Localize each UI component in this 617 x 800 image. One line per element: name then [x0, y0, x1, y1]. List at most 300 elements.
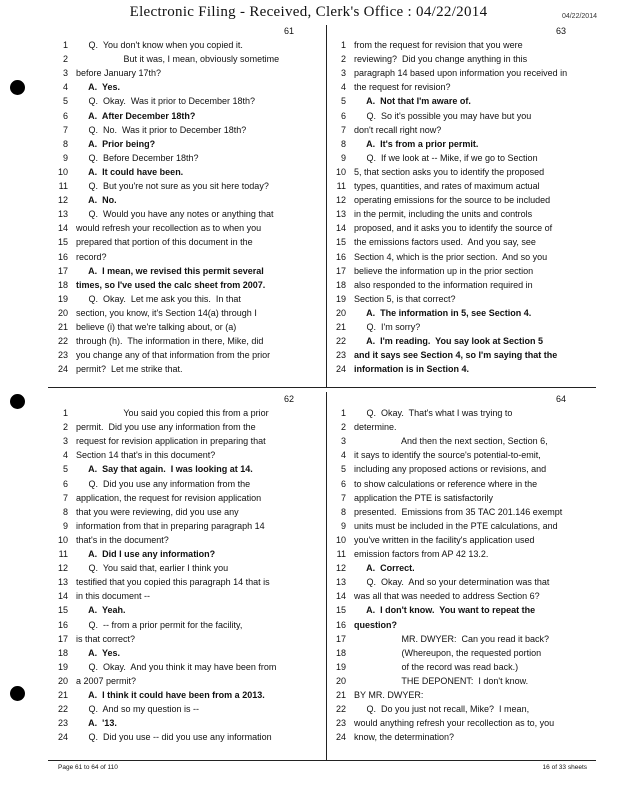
transcript-line	[330, 252, 600, 265]
line-number: 21	[335, 690, 346, 700]
transcript-line	[52, 704, 320, 717]
transcript-line	[52, 591, 320, 604]
row-divider	[48, 387, 596, 388]
line-text: Q. Would you have any notes or anything that	[76, 209, 274, 220]
line-number: 2	[62, 54, 68, 65]
transcript-line	[330, 322, 600, 335]
line-number: 14	[57, 591, 68, 602]
line-number: 19	[335, 293, 346, 304]
line-number: 8	[340, 506, 346, 517]
transcript-line	[52, 408, 320, 421]
line-text: and it says see Section 4, so I'm saying that the	[354, 350, 558, 361]
transcript-line	[330, 605, 600, 618]
transcript-line	[52, 450, 320, 463]
line-number: 23	[335, 350, 346, 361]
transcript-line	[330, 209, 600, 222]
line-number: 7	[340, 492, 346, 503]
transcript-line	[52, 68, 320, 81]
column-divider-bottom	[326, 392, 327, 760]
line-number: 1	[62, 40, 68, 50]
line-number: 23	[57, 350, 68, 361]
line-number: 1	[340, 40, 346, 50]
binder-hole-top	[10, 80, 25, 95]
transcript-line	[52, 96, 320, 109]
line-text: the emissions factors used. And you say, see	[354, 237, 536, 248]
line-number: 4	[340, 450, 346, 461]
line-number: 23	[335, 718, 346, 729]
line-text: You said you copied this from a prior	[76, 408, 269, 418]
transcript-line	[330, 732, 600, 745]
transcript-line	[52, 322, 320, 335]
transcript-line	[330, 40, 600, 53]
line-text: permit? Let me strike that.	[76, 364, 183, 375]
line-text: Section 5, is that correct?	[354, 293, 456, 304]
transcript-line	[330, 308, 600, 321]
date-stamp: 04/22/2014	[561, 13, 597, 20]
line-text: from the request for revision that you were	[354, 40, 523, 50]
line-number: 19	[57, 661, 68, 672]
line-number: 10	[335, 534, 346, 545]
line-text: before January 17th?	[76, 68, 162, 79]
transcript-line	[330, 620, 600, 633]
transcript-line	[330, 507, 600, 520]
line-text: question?	[354, 619, 397, 630]
line-number: 4	[340, 82, 346, 93]
line-text: THE DEPONENT: I don't know.	[354, 675, 529, 686]
transcript-line	[330, 364, 600, 377]
transcript-line	[52, 690, 320, 703]
transcript-line	[330, 676, 600, 689]
transcript-line	[52, 605, 320, 618]
line-text: Q. But you're not sure as you sit here today?	[76, 181, 269, 191]
transcript-line	[330, 493, 600, 506]
line-number: 6	[62, 478, 68, 489]
line-number: 19	[57, 293, 68, 304]
line-number: 12	[57, 563, 68, 574]
line-text: information is in Section 4.	[354, 364, 470, 375]
footer-sheet-count: 16 of 33 sheets	[542, 764, 587, 771]
transcript-line	[330, 479, 600, 492]
page-number: 64	[556, 394, 567, 404]
transcript-line	[52, 364, 320, 377]
transcript-line	[52, 521, 320, 534]
line-number: 2	[340, 54, 346, 65]
line-text: Section 4, which is the prior section. And so you	[354, 251, 548, 262]
line-number: 21	[335, 322, 346, 332]
line-text: Q. Do you just not recall, Mike? I mean,	[354, 704, 530, 715]
line-number: 14	[57, 223, 68, 234]
line-number: 15	[335, 605, 346, 616]
line-text: Section 14 that's in this document?	[76, 450, 216, 461]
line-text: MR. DWYER: Can you read it back?	[354, 633, 550, 644]
line-number: 9	[340, 520, 346, 531]
transcript-line	[330, 648, 600, 661]
line-text: A. Correct.	[354, 563, 415, 574]
line-text: units must be included in the PTE calculations, and	[354, 520, 558, 531]
transcript-line	[330, 450, 600, 463]
line-text: A. The information in 5, see Section 4.	[354, 307, 532, 318]
line-text: believe the information up in the prior section	[354, 265, 534, 276]
line-text: A. Prior being?	[76, 138, 156, 149]
line-text: prepared that portion of this document in the	[76, 237, 253, 248]
line-text: in the permit, including the units and controls	[354, 209, 533, 220]
line-number: 3	[340, 68, 346, 79]
line-text: A. Not that I'm aware of.	[354, 96, 471, 107]
line-text: Q. Okay. That's what I was trying to	[354, 408, 513, 418]
line-number: 21	[57, 690, 68, 700]
line-text: believe (i) that we're talking about, or (a)	[76, 322, 237, 332]
transcript-line	[52, 294, 320, 307]
line-text: it says to identify the source's potential-to-emit,	[354, 450, 541, 461]
transcript-line	[52, 40, 320, 53]
transcript-page-62	[52, 394, 320, 754]
column-divider-top	[326, 25, 327, 388]
line-text: Q. Okay. Was it prior to December 18th?	[76, 96, 256, 107]
line-text: (Whereupon, the requested portion	[354, 647, 542, 658]
line-number: 11	[336, 181, 346, 191]
transcript-line	[52, 732, 320, 745]
line-number: 15	[57, 605, 68, 616]
transcript-line	[330, 139, 600, 152]
page-number: 62	[284, 394, 295, 404]
line-number: 12	[335, 563, 346, 574]
transcript-line	[330, 195, 600, 208]
line-number: 3	[62, 436, 68, 447]
line-number: 2	[340, 422, 346, 433]
line-number: 17	[57, 265, 68, 276]
line-text: would refresh your recollection as to when you	[76, 223, 262, 234]
transcript-line	[52, 237, 320, 250]
transcript-line	[52, 153, 320, 166]
bottom-rule	[48, 760, 596, 761]
line-text: Q. Did you use -- did you use any information	[76, 732, 272, 743]
transcript-line	[330, 563, 600, 576]
line-number: 20	[57, 675, 68, 686]
transcript-page-64	[330, 394, 600, 754]
line-number: 5	[62, 464, 68, 475]
transcript-line	[52, 563, 320, 576]
transcript-line	[330, 690, 600, 703]
line-number: 1	[340, 408, 346, 418]
transcript-line	[52, 336, 320, 349]
line-number: 24	[335, 732, 346, 743]
line-text: including any proposed actions or revisions, and	[354, 464, 547, 475]
line-text: Q. So it's possible you may have but you	[354, 110, 532, 121]
line-text: Q. No. Was it prior to December 18th?	[76, 124, 247, 135]
page-number: 63	[556, 26, 567, 36]
transcript-line	[52, 422, 320, 435]
line-text: A. No.	[76, 195, 117, 206]
line-text: determine.	[354, 422, 397, 433]
transcript-line	[52, 676, 320, 689]
line-number: 17	[335, 265, 346, 276]
line-text: in this document --	[76, 591, 151, 602]
line-number: 16	[57, 619, 68, 630]
transcript-line	[330, 718, 600, 731]
line-text: was all that was needed to address Section 6?	[354, 591, 540, 602]
footer-page-range: Page 61 to 64 of 110	[58, 764, 118, 771]
line-text: And then the next section, Section 6,	[354, 436, 548, 447]
transcript-line	[52, 181, 320, 194]
line-number: 14	[335, 223, 346, 234]
transcript-line	[52, 54, 320, 67]
transcript-line	[52, 209, 320, 222]
line-number: 3	[340, 436, 346, 447]
line-text: is that correct?	[76, 633, 136, 644]
line-number: 13	[335, 209, 346, 220]
transcript-line	[330, 535, 600, 548]
line-text: Q. Before December 18th?	[76, 152, 199, 163]
line-number: 1	[62, 408, 68, 418]
transcript-line	[52, 280, 320, 293]
line-number: 13	[57, 577, 68, 588]
binder-hole-bottom	[10, 686, 25, 701]
transcript-line	[52, 718, 320, 731]
transcript-line	[52, 195, 320, 208]
transcript-line	[330, 662, 600, 675]
transcript-line	[330, 280, 600, 293]
page-number: 61	[284, 26, 295, 36]
line-text: A. '13.	[76, 718, 117, 729]
line-number: 22	[335, 336, 346, 347]
line-text: Q. Okay. Let me ask you this. In that	[76, 293, 241, 304]
line-text: you've written in the facility's application used	[354, 534, 535, 545]
transcript-page-63	[330, 26, 600, 381]
line-number: 17	[335, 633, 346, 644]
line-text: the request for revision?	[354, 82, 451, 93]
transcript-line	[330, 336, 600, 349]
line-number: 24	[57, 364, 68, 375]
transcript-line	[330, 634, 600, 647]
transcript-line	[330, 153, 600, 166]
line-number: 20	[335, 675, 346, 686]
transcript-line	[330, 167, 600, 180]
line-number: 18	[335, 279, 346, 290]
transcript-line	[330, 408, 600, 421]
binder-hole-middle	[10, 394, 25, 409]
line-text: Q. Okay. And so your determination was that	[354, 577, 550, 588]
line-text: A. I mean, we revised this permit several	[76, 265, 264, 276]
line-number: 18	[57, 647, 68, 658]
line-text: Q. You don't know when you copied it.	[76, 40, 243, 50]
line-number: 17	[57, 633, 68, 644]
line-number: 14	[335, 591, 346, 602]
line-text: a 2007 permit?	[76, 675, 137, 686]
line-text: Q. I'm sorry?	[354, 322, 421, 332]
transcript-line	[330, 181, 600, 194]
transcript-line	[52, 111, 320, 124]
line-number: 7	[62, 124, 68, 135]
line-number: 15	[57, 237, 68, 248]
line-number: 5	[340, 96, 346, 107]
transcript-line	[52, 266, 320, 279]
transcript-line	[330, 125, 600, 138]
line-number: 12	[335, 195, 346, 206]
line-text: A. Say that again. I was looking at 14.	[76, 464, 253, 475]
line-number: 11	[336, 549, 346, 559]
line-text: permit. Did you use any information from the	[76, 422, 256, 433]
transcript-line	[330, 54, 600, 67]
line-number: 6	[62, 110, 68, 121]
line-number: 20	[57, 307, 68, 318]
line-text: A. I think it could have been from a 2013.	[76, 690, 265, 700]
transcript-line	[52, 620, 320, 633]
line-text: testified that you copied this paragraph 14 that is	[76, 577, 270, 588]
line-text: know, the determination?	[354, 732, 455, 743]
line-number: 16	[335, 251, 346, 262]
line-number: 10	[57, 166, 68, 177]
line-text: A. It's from a prior permit.	[354, 138, 479, 149]
transcript-line	[52, 125, 320, 138]
transcript-line	[52, 648, 320, 661]
line-number: 4	[62, 450, 68, 461]
line-number: 10	[57, 534, 68, 545]
line-text: Q. You said that, earlier I think you	[76, 563, 229, 574]
transcript-line	[330, 294, 600, 307]
line-text: record?	[76, 251, 107, 262]
line-number: 16	[57, 251, 68, 262]
transcript-line	[330, 68, 600, 81]
line-number: 12	[57, 195, 68, 206]
line-number: 22	[57, 704, 68, 715]
line-number: 3	[62, 68, 68, 79]
line-text: you change any of that information from the prior	[76, 350, 271, 361]
transcript-line	[52, 350, 320, 363]
line-number: 18	[335, 647, 346, 658]
line-number: 22	[335, 704, 346, 715]
line-number: 6	[340, 478, 346, 489]
line-text: A. I'm reading. You say look at Section 5	[354, 336, 544, 347]
line-text: of the record was read back.)	[354, 661, 519, 672]
line-number: 7	[62, 492, 68, 503]
transcript-line	[330, 223, 600, 236]
line-text: A. After December 18th?	[76, 110, 196, 121]
line-text: A. It could have been.	[76, 166, 184, 177]
line-text: times, so I've used the calc sheet from 2007.	[76, 279, 266, 290]
line-text: also responded to the information required in	[354, 279, 533, 290]
transcript-line	[330, 577, 600, 590]
line-number: 19	[335, 661, 346, 672]
transcript-line	[330, 237, 600, 250]
transcript-line	[52, 535, 320, 548]
transcript-line	[52, 662, 320, 675]
transcript-line	[52, 223, 320, 236]
line-number: 23	[57, 718, 68, 729]
transcript-line	[52, 479, 320, 492]
line-text: But it was, I mean, obviously sometime	[76, 54, 280, 65]
line-number: 9	[62, 152, 68, 163]
transcript-line	[330, 549, 600, 562]
transcript-line	[52, 577, 320, 590]
transcript-line	[52, 464, 320, 477]
transcript-page-61	[52, 26, 320, 381]
line-text: to show calculations or reference where in the	[354, 478, 538, 489]
line-number: 21	[57, 322, 68, 332]
line-number: 13	[57, 209, 68, 220]
line-text: would anything refresh your recollection as to, you	[354, 718, 555, 729]
transcript-line	[330, 82, 600, 95]
line-number: 13	[335, 577, 346, 588]
line-number: 15	[335, 237, 346, 248]
transcript-line	[330, 266, 600, 279]
line-text: types, quantities, and rates of maximum actual	[354, 181, 540, 191]
line-text: emission factors from AP 42 13.2.	[354, 549, 489, 559]
transcript-line	[330, 422, 600, 435]
transcript-line	[330, 350, 600, 363]
line-text: request for revision application in preparing that	[76, 436, 266, 447]
transcript-line	[52, 308, 320, 321]
line-number: 10	[335, 166, 346, 177]
line-number: 16	[335, 619, 346, 630]
line-text: that's in the document?	[76, 534, 169, 545]
line-text: BY MR. DWYER:	[354, 690, 424, 700]
line-text: proposed, and it asks you to identify the source of	[354, 223, 553, 234]
line-text: through (h). The information in there, Mike, did	[76, 336, 264, 347]
line-number: 5	[340, 464, 346, 475]
transcript-line	[52, 507, 320, 520]
line-number: 24	[335, 364, 346, 375]
line-text: A. Did I use any information?	[76, 549, 216, 559]
line-number: 11	[58, 549, 68, 559]
transcript-line	[52, 82, 320, 95]
transcript-line	[52, 139, 320, 152]
line-number: 18	[57, 279, 68, 290]
line-number: 24	[57, 732, 68, 743]
line-text: 5, that section asks you to identify the proposed	[354, 166, 545, 177]
transcript-line	[330, 111, 600, 124]
line-text: Q. If we look at -- Mike, if we go to Section	[354, 152, 538, 163]
transcript-line	[330, 521, 600, 534]
transcript-line	[52, 493, 320, 506]
transcript-line	[52, 549, 320, 562]
line-number: 5	[62, 96, 68, 107]
line-number: 11	[58, 181, 68, 191]
line-number: 20	[335, 307, 346, 318]
line-text: presented. Emissions from 35 TAC 201.146 exempt	[354, 506, 563, 517]
line-text: operating emissions for the source to be included	[354, 195, 551, 206]
line-text: that you were reviewing, did you use any	[76, 506, 239, 517]
line-number: 9	[62, 520, 68, 531]
transcript-line	[52, 252, 320, 265]
filing-header: Electronic Filing - Received, Clerk's Office : 04/22/2014	[129, 4, 488, 20]
line-number: 8	[340, 138, 346, 149]
transcript-line	[330, 464, 600, 477]
line-number: 8	[62, 506, 68, 517]
line-text: paragraph 14 based upon information you received in	[354, 68, 568, 79]
transcript-line	[52, 167, 320, 180]
transcript-line	[52, 634, 320, 647]
line-number: 22	[57, 336, 68, 347]
line-text: Q. -- from a prior permit for the facility,	[76, 619, 243, 630]
line-text: A. Yes.	[76, 82, 121, 93]
line-text: section, you know, it's Section 14(a) through I	[76, 307, 257, 318]
transcript-line	[330, 704, 600, 717]
line-number: 2	[62, 422, 68, 433]
line-text: don't recall right now?	[354, 124, 442, 135]
transcript-line	[330, 436, 600, 449]
line-number: 6	[340, 110, 346, 121]
line-text: information from that in preparing paragraph 14	[76, 520, 265, 531]
transcript-line	[52, 436, 320, 449]
transcript-line	[330, 96, 600, 109]
line-text: A. I don't know. You want to repeat the	[354, 605, 536, 616]
line-text: A. Yeah.	[76, 605, 126, 616]
line-number: 7	[340, 124, 346, 135]
line-number: 4	[62, 82, 68, 93]
line-text: application the PTE is satisfactorily	[354, 492, 494, 503]
line-text: Q. And so my question is --	[76, 704, 200, 715]
line-number: 9	[340, 152, 346, 163]
